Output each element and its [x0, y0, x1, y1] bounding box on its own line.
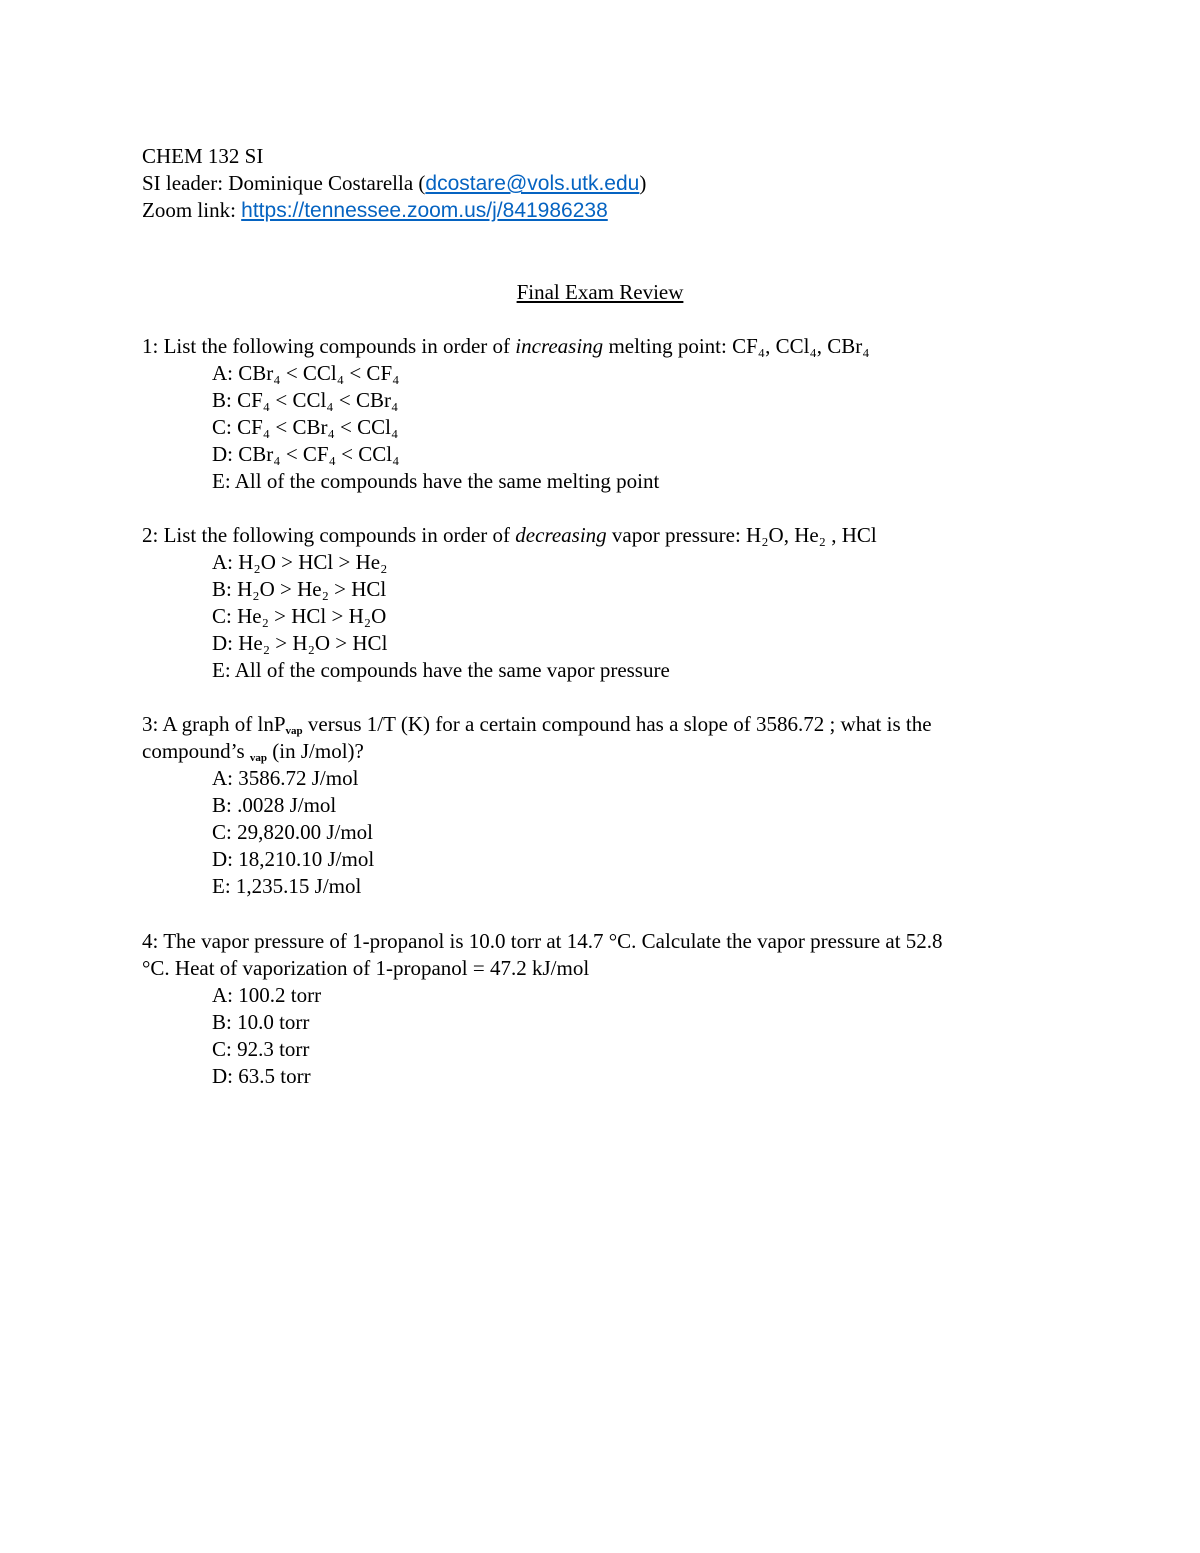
question-4-line-1: 4: The vapor pressure of 1-propanol is 10.0 torr at 14.7 °C. Calculate the vapor pressure at 52.8	[142, 929, 943, 953]
course-title: CHEM 132 SI	[142, 144, 264, 168]
question-4-line-2: °C. Heat of vaporization of 1-propanol = 47.2 kJ/mol	[142, 956, 590, 980]
leader-email-link[interactable]: dcostare@vols.utk.edu	[425, 172, 640, 195]
q2-emphasis: decreasing	[515, 523, 607, 547]
q4-option-a: A: 100.2 torr	[212, 983, 322, 1007]
question-3-line-2	[142, 738, 1062, 765]
question-3-line-1	[142, 711, 1062, 738]
question-3	[142, 711, 1062, 900]
q1-option-e: E: All of the compounds have the same melting point	[212, 469, 660, 493]
question-1	[142, 333, 1062, 495]
q4-option-b: B: 10.0 torr	[212, 1010, 310, 1034]
si-leader-line	[142, 170, 1062, 197]
q4-option-c: C: 92.3 torr	[212, 1037, 310, 1061]
q2-option-c: C: He₂ > HCl > H₂O	[212, 604, 387, 628]
q3-line1-subscript: vap	[285, 725, 303, 737]
q3-option-c: C: 29,820.00 J/mol	[212, 820, 374, 844]
zoom-line	[142, 197, 1062, 224]
q2-text-pre: 2: List the following compounds in order of	[142, 523, 516, 547]
page-title	[0, 279, 1200, 306]
q1-option-a: A: CBr₄ < CCl₄ < CF₄	[212, 361, 400, 385]
leader-prefix: SI leader: Dominique Costarella (	[142, 171, 426, 195]
question-2-text	[142, 522, 1062, 549]
q3-line1-pre: 3: A graph of lnP	[142, 712, 286, 736]
q3-option-a: A: 3586.72 J/mol	[212, 766, 359, 790]
q2-option-d: D: He₂ > H₂O > HCl	[212, 631, 388, 655]
q3-line2-subscript: vap	[249, 752, 268, 764]
q1-option-d: D: CBr₄ < CF₄ < CCl₄	[212, 442, 400, 466]
q2-option-b: B: H₂O > He₂ > HCl	[212, 577, 387, 601]
leader-suffix: )	[639, 171, 647, 195]
q4-option-d: D: 63.5 torr	[212, 1064, 311, 1088]
page-title-text: Final Exam Review	[516, 280, 684, 304]
q2-text-post: vapor pressure: H₂O, He₂ , HCl	[606, 523, 877, 547]
zoom-prefix: Zoom link:	[142, 198, 242, 222]
q1-text-post: melting point: CF₄, CCl₄, CBr₄	[603, 334, 870, 358]
header-block	[142, 143, 1062, 224]
q3-option-b: B: .0028 J/mol	[212, 793, 337, 817]
q3-line1-post: versus 1/T (K) for a certain compound has a slope of 3586.72 ; what is the	[302, 712, 932, 736]
q1-option-b: B: CF₄ < CCl₄ < CBr₄	[212, 388, 399, 412]
q2-option-a: A: H₂O > HCl > He₂	[212, 550, 388, 574]
question-2	[142, 522, 1062, 684]
q3-option-e: E: 1,235.15 J/mol	[212, 874, 362, 898]
q3-option-d: D: 18,210.10 J/mol	[212, 847, 375, 871]
q1-text-pre: 1: List the following compounds in order of	[142, 334, 516, 358]
zoom-link[interactable]: https://tennessee.zoom.us/j/841986238	[241, 199, 608, 222]
q3-line2-pre: compound’s	[142, 739, 250, 763]
q1-emphasis: increasing	[515, 334, 604, 358]
q1-option-c: C: CF₄ < CBr₄ < CCl₄	[212, 415, 399, 439]
question-1-text	[142, 333, 1062, 360]
question-4	[142, 928, 1062, 1090]
q3-line2-post: (in J/mol)?	[267, 739, 364, 763]
q2-option-e: E: All of the compounds have the same vapor pressure	[212, 658, 670, 682]
